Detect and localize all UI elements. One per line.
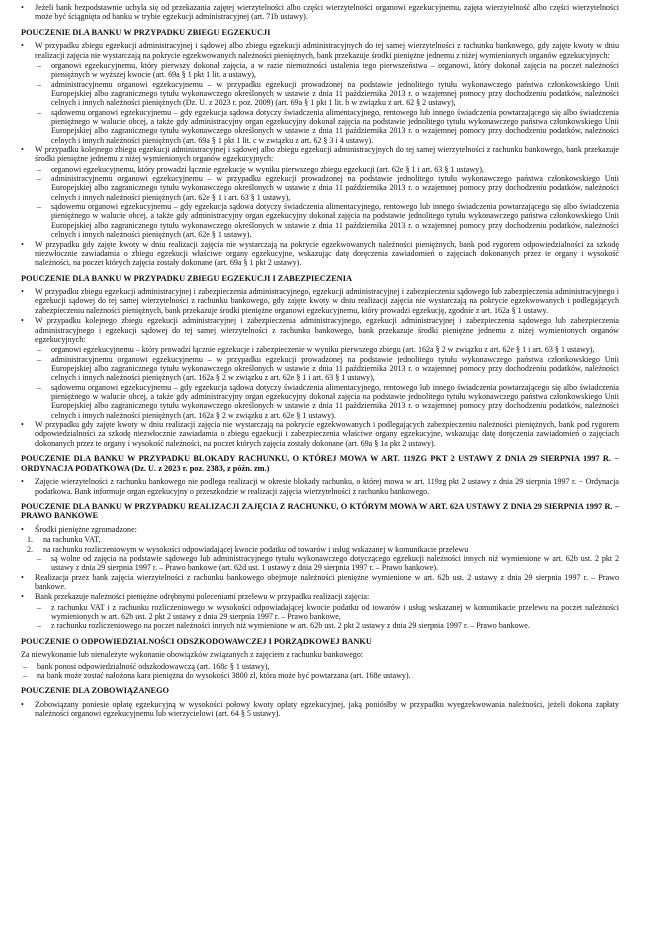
bullet-marker: • (21, 572, 24, 582)
section-heading: POUCZENIE DLA BANKU W PRZYPADKU ZBIEGU EGZEKUCJI I ZABEZPIECZENIA (21, 273, 353, 283)
bullet-text: Zobowiązany poniesie opłatę egzekucyjną w wysokości połowy kwoty opłaty egzekucyjnej, jaką poniósłby w przypadku wyegzekwowania należności, jeżeli dokona zapłaty należności organowi egzekucyjnemu lub wierzycielowi (art. 64 § 5 ustawy). (35, 700, 619, 719)
numbered-text: na rachunku rozliczeniowym w wysokości odpowiadającej kwocie podatku od towarów i usług wskazanej w komunikacie przelewu (43, 544, 469, 554)
dash-marker: – (23, 661, 28, 671)
dash-text: sądowemu organowi egzekucyjnemu – gdy egzekucja sądowa dotyczy świadczenia alimentacyjnego, rentowego lub innego świadczenia powtarzającego się albo świadczenia pieniężnego w walucie obcej, a także gdy administracyjny organ egzekucyjny dokonał zajęcia na podstawie jednolitego tytułu wykonawczego państwa członkowskiego Unii Europejskiej albo zagranicznego tytułu wykonawczego określonych w ustawie z dnia 11 października 2013 r. o wzajemnej pomocy przy dochodzeniu podatków, należności celnych i innych należności pieniężnych (art. 69a § 1 pkt 1 lit. c w związku z art. 62 § 3 i 4 ustawy). (51, 107, 619, 145)
section-heading: POUCZENIE DLA BANKU W PRZYPADKU REALIZACJI ZAJĘCIA Z RACHUNKU, O KTÓRYM MOWA W ART. 62A USTAWY Z DNIA 29 SIERPNIA 1997 R. – PRAWO BANKOWE (21, 501, 619, 521)
numbered-item (21, 545, 619, 554)
bullet-item (21, 145, 619, 164)
number-marker: 2. (27, 544, 34, 554)
dash-item (35, 202, 619, 239)
bullet-marker: • (21, 3, 24, 12)
dash-item (35, 355, 619, 383)
dash-marker: – (37, 345, 42, 355)
dash-text: administracyjnemu organowi egzekucyjnemu – w przypadku egzekucji prowadzonej na podstawie jednolitego tytułu wykonawczego państwa członkowskiego Unii Europejskiej albo zagranicznego tytułu wykonawczego określonych w ustawie z dnia 11 października 2013 r. o wzajemnej pomocy przy dochodzeniu podatków, należności celnych i innych należności pieniężnych (Dz. U. z 2023 r. poz. 2009) (art. 69a § 1 pkt 1 lit. b w związku z art. 62 § 2 ustawy), (51, 79, 619, 108)
bullet-item (21, 3, 619, 22)
dash-text: z rachunku VAT i z rachunku rozliczeniowego w wysokości odpowiadającej kwocie podatku od towarów i usług wskazanej w komunikacie przelewu na poczet należności wymienionych w art. 62b ust. 2 pkt 2 ustawy z dnia 29 sierpnia 1997 r. – Prawo bankowe, (51, 602, 619, 622)
bullet-marker: • (21, 477, 24, 487)
dash-item (35, 108, 619, 145)
dash-item (21, 662, 619, 671)
dash-marker: – (37, 60, 42, 70)
section-heading: POUCZENIE DLA BANKU W PRZYPADKU BLOKADY RACHUNKU, O KTÓREJ MOWA W ART. 119ZG PKT 2 USTAWY Z DNIA 29 SIERPNIA 1997 R. − ORDYNACJA PODATKOWA (Dz. U. z 2023 r. poz. 2383, z późn. zm.) (21, 453, 619, 473)
dash-marker: – (37, 107, 42, 117)
dash-item (35, 165, 619, 174)
bullet-item (21, 41, 619, 60)
bullet-marker: • (21, 525, 24, 535)
bullet-text: Środki pieniężne zgromadzone: (35, 525, 137, 535)
bullet-marker: • (21, 145, 24, 155)
numbered-text: na rachunku VAT, (43, 535, 101, 545)
bullet-marker: • (21, 592, 24, 602)
dash-item (35, 554, 619, 573)
dash-item (35, 603, 619, 622)
dash-marker: – (37, 382, 42, 392)
bullet-item (21, 525, 619, 534)
bullet-item (21, 700, 619, 719)
bullet-text: W przypadku kolejnego zbiegu egzekucji administracyjnej i sądowej albo zbiegu egzekucji administracyjnych do tej samej wierzytelności z rachunku bankowego, bank przekazuje środki pieniężne jednemu z niżej wymienionych organów egzekucyjnych: (35, 145, 619, 164)
paragraph: Za niewykonanie lub nienależyte wykonanie obowiązków związanych z zajęciem z rachunku bankowego: (21, 650, 364, 660)
bullet-marker: • (21, 287, 24, 297)
dash-marker: – (37, 354, 42, 364)
bullet-item (21, 477, 619, 496)
number-marker: 1. (27, 535, 34, 545)
bullet-item (21, 420, 619, 448)
dash-item (35, 383, 619, 420)
dash-text: z rachunku rozliczeniowego na poczet należności innych niż wymienione w art. 62b ust. 2 pkt 2 ustawy z dnia 29 sierpnia 1997 r. – Prawo bankowe. (51, 621, 530, 631)
dash-item (21, 671, 619, 680)
bullet-text: W przypadku zbiegu egzekucji administracyjnej i sądowej albo zbiegu egzekucji administracyjnych do tej samej wierzytelności z rachunku bankowego, gdy zajęte kwoty w dniu realizacji zajęcia nie wystarczają na pokrycie egzekwowanych należności pieniężnych, bank przekazuje środki pieniężne jednemu z niżej wymienionych organów egzekucyjnych: (35, 41, 619, 60)
dash-text: administracyjnemu organowi egzekucyjnemu – w przypadku egzekucji prowadzonej na podstawie jednolitego tytułu wykonawczego państwa członkowskiego Unii Europejskiej albo zagranicznego tytułu wykonawczego określonych w ustawie z dnia 11 października 2013 r. o wzajemnej pomocy przy dochodzeniu podatków, należności celnych i innych należności pieniężnych (art. 162a § 2 w związku z art. 62e § 1 i art. 63 § 1 ustawy), (51, 354, 619, 383)
dash-text: organowi egzekucyjnemu, który prowadzi łącznie egzekucje w wyniku pierwszego zbiegu egzekucji (art. 62e § 1 i art. 63 § 1 ustawy), (51, 164, 484, 174)
dash-marker: – (37, 554, 42, 564)
dash-marker: – (37, 174, 42, 184)
bullet-item (21, 316, 619, 344)
dash-text: sądowemu organowi egzekucyjnemu – gdy egzekucja sądowa dotyczy świadczenia alimentacyjnego, rentowego lub innego świadczenia powtarzającego się albo świadczenia pieniężnego w walucie obcej, a także gdy administracyjny organ egzekucyjny dokonał zajęcia na podstawie jednolitego tytułu wykonawczego państwa członkowskiego Unii Europejskiej albo zagranicznego tytułu wykonawczego określonych w ustawie z dnia 11 października 2013 r. o wzajemnej pomocy przy dochodzeniu podatków, należności celnych i innych należności pieniężnych (art. 162a § 2 w związku z art. 62e § 1 ustawy). (51, 382, 619, 420)
section-heading: POUCZENIE DLA ZOBOWIĄZANEGO (21, 686, 169, 696)
bullet-text: W przypadku kolejnego zbiegu egzekucji administracyjnej i zabezpieczenia administracyjnego, egzekucji administracyjnej i zabezpieczenia sądowego lub zabezpieczenia administracyjnego i egzekucji sądowej do tej samej wierzytelności z rachunku bankowego, bank przekazuje środki pieniężne jednemu z niżej wymienionych organów egzekucyjnych: (35, 316, 619, 344)
bullet-text: Realizacja przez bank zajęcia wierzytelności z rachunku bankowego obejmuje należności pieniężne wymienione w art. 62b ust. 2 ustawy z dnia 29 sierpnia 1997 r. – Prawo bankowe. (35, 572, 619, 592)
section-heading: POUCZENIE DLA BANKU W PRZYPADKU ZBIEGU EGZEKUCJI (21, 27, 271, 37)
dash-text: na bank może zostać nałożona kara pieniężna do wysokości 3800 zł, która może być powtarzana (art. 168e ustawy). (37, 671, 411, 681)
dash-text: organowi egzekucyjnemu, który pierwszy dokonał zajęcia, a w razie niemożności ustalenia tego pierwszeństwa – organowi, który dokonał zajęcia na poczet należności pieniężnych w wyższej kwocie (art. 69a § 1 pkt 1 lit. a ustawy), (51, 60, 619, 80)
bullet-item (21, 287, 619, 315)
bullet-text: W przypadku gdy zajęte kwoty w dniu realizacji zajęcia nie wystarczają na pokrycie egzekwowanych i podlegających zabezpieczeniu należności pieniężnych, bank pod rygorem odpowiedzialności za szkodę niezwłocznie zawiadamia o zbiegu egzekucji i zabezpieczenia właściwe organy egzekucyjne, wskazując datę doręczenia zawiadomień o zajęciach dokonanych przez te organy i wysokość należności, na poczet których zajęcia zostały dokonane (art. 69a § 1a pkt 2 ustawy). (35, 419, 619, 448)
dash-text: bank ponosi odpowiedzialność odszkodowawczą (art. 168c § 1 ustawy), (37, 661, 270, 671)
dash-marker: – (37, 164, 42, 174)
dash-item (35, 345, 619, 354)
bullet-item (21, 240, 619, 268)
dash-item (35, 174, 619, 202)
dash-item (35, 61, 619, 80)
dash-text: organowi egzekucyjnemu – który prowadzi łącznie egzekucje i zabezpieczenie w wyniku pierwszego zbiegu (art. 162a § 2 w związku z art. 62e § 1 i art. 63 § 1 ustawy), (51, 345, 595, 355)
bullet-text: Bank przekazuje należności pieniężne odrębnymi poleceniami przelewu w przypadku realizacji zajęcia: (35, 592, 370, 602)
dash-marker: – (37, 79, 42, 89)
dash-marker: – (37, 202, 42, 212)
bullet-marker: • (21, 316, 24, 326)
dash-marker: – (37, 602, 42, 612)
bullet-marker: • (21, 419, 24, 429)
bullet-item (21, 592, 619, 601)
bullet-marker: • (21, 41, 24, 51)
bullet-marker: • (21, 239, 24, 249)
section-heading: POUCZENIE O ODPOWIEDZIALNOŚCI ODSZKODOWAWCZEJ I PORZĄDKOWEJ BANKU (21, 636, 372, 646)
numbered-item (21, 535, 619, 544)
dash-marker: – (37, 621, 42, 631)
dash-marker: – (23, 671, 28, 681)
dash-text: są wolne od zajęcia na podstawie sądowego lub administracyjnego tytułu wykonawczego dotyczącego egzekucji należności innych niż wymienione w art. 62b ust. 2 pkt 2 ustawy z dnia 29 sierpnia 1997 r. – Prawo bankowe (art. 62d ust. 1 ustawy z dnia 29 sierpnia 1997 r. – Prawo bankowe). (51, 554, 619, 573)
dash-item (35, 80, 619, 108)
bullet-marker: • (21, 700, 24, 710)
dash-item (35, 621, 619, 630)
bullet-text: Jeżeli bank bezpodstawnie uchyla się od przekazania zajętej wierzytelności albo części wierzytelności organowi egzekucyjnemu, zajęta wierzytelność albo części wierzytelności może być ściągnięta od banku w trybie egzekucji administracyjnej (art. 71b ustawy). (35, 3, 619, 22)
bullet-item (21, 573, 619, 592)
bullet-text: Zajęcie wierzytelności z rachunku bankowego nie podlega realizacji w okresie blokady rachunku, o której mowa w art. 119zg pkt 2 ustawy z dnia 29 sierpnia 1997 r. − Ordynacja podatkowa. Bank informuje organ egzekucyjny o przeszkodzie w realizacji zajęcia wierzytelności z rachunku bankowego. (35, 477, 619, 496)
bullet-text: W przypadku gdy zajęte kwoty w dniu realizacji zajęcia nie wystarczają na pokrycie egzekwowanych należności pieniężnych, bank pod rygorem odpowiedzialności za szkodę niezwłocznie zawiadamia o zbiegu egzekucji właściwe organy egzekucyjne, wskazując datę doręczenia zawiadomień o zajęciach dokonanych przez te organy i wysokość należności, na poczet których zajęcia zostały dokonane (art. 69a § 1 pkt 2 ustawy). (35, 239, 619, 268)
bullet-text: W przypadku zbiegu egzekucji administracyjnej i zabezpieczenia administracyjnego, egzekucji administracyjnej i zabezpieczenia sądowego lub zabezpieczenia administracyjnego i egzekucji sądowej do tej samej wierzytelności z rachunku bankowego, gdy zajęte kwoty w dniu realizacji zajęcia nie wystarczają na pokrycie egzekwowanych i podlegających zabezpieczeniu należności pieniężnych, bank przekazuje środki pieniężne organowi egzekucyjnemu, który prowadzi egzekucję, zgodnie z art. 162a § 1 ustawy. (35, 287, 619, 315)
dash-text: sądowemu organowi egzekucyjnemu – gdy egzekucja sądowa dotyczy świadczenia alimentacyjnego, rentowego lub innego świadczenia powtarzającego się albo świadczenia pieniężnego w walucie obcej, a także gdy administracyjny organ egzekucyjny dokonał zajęcia na podstawie jednolitego tytułu wykonawczego państwa członkowskiego Unii Europejskiej albo zagranicznego tytułu wykonawczego określonych w ustawie z dnia 11 października 2013 r. o wzajemnej pomocy przy dochodzeniu podatków, należności celnych i innych należności pieniężnych (art. 62e § 1 ustawy). (51, 202, 619, 240)
dash-text: administracyjnemu organowi egzekucyjnemu – w przypadku egzekucji prowadzonej na podstawie jednolitego tytułu wykonawczego państwa członkowskiego Unii Europejskiej albo zagranicznego tytułu wykonawczego określonych w ustawie z dnia 11 października 2013 r. o wzajemnej pomocy przy dochodzeniu podatków, należności celnych i innych należności pieniężnych (art. 62e § 1 i art. 63 § 1 ustawy), (51, 174, 619, 202)
